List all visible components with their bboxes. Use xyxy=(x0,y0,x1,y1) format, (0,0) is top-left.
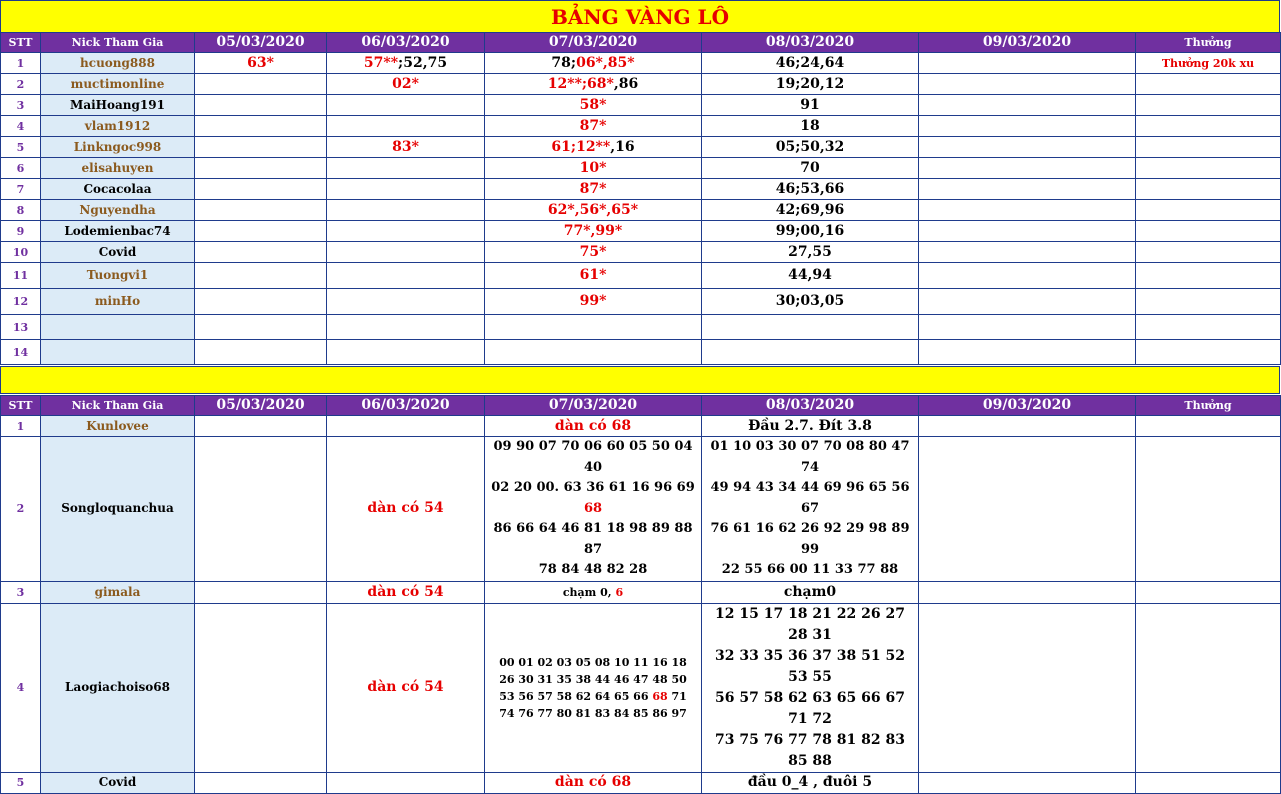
cell-09[interactable] xyxy=(919,242,1136,263)
header-date-05: 05/03/2020 xyxy=(195,33,327,53)
cell-09[interactable] xyxy=(919,221,1136,242)
number-line: 56 57 58 62 63 65 66 67 71 72 xyxy=(715,689,905,727)
cell-05[interactable] xyxy=(195,581,327,603)
table-row xyxy=(1,603,1281,772)
cell-05[interactable] xyxy=(195,772,327,793)
number-line: 32 33 35 36 37 38 51 52 53 55 xyxy=(715,647,905,685)
cell-06[interactable]: dàn có 54 xyxy=(327,603,485,772)
cell-08[interactable]: đầu 0_4 , đuôi 5 xyxy=(702,772,919,793)
reward-cell[interactable] xyxy=(1136,315,1281,340)
cell-reward[interactable] xyxy=(1136,581,1281,603)
header-date-07: 07/03/2020 xyxy=(485,33,702,53)
cell-09[interactable] xyxy=(919,200,1136,221)
row-number: 5 xyxy=(1,772,41,793)
cell-reward[interactable] xyxy=(1136,437,1281,582)
nick-cell[interactable]: hcuong888 xyxy=(41,53,195,74)
header-nick: Nick Tham Gia xyxy=(41,396,195,416)
number-set-table xyxy=(0,395,1281,794)
table-row xyxy=(1,95,1281,116)
cell-06[interactable] xyxy=(327,137,485,158)
star-number: 62*,56*,65* xyxy=(547,201,639,218)
star-number: 61;12** xyxy=(551,138,611,155)
header-date-06: 06/03/2020 xyxy=(327,33,485,53)
cell-09[interactable] xyxy=(919,53,1136,74)
header-stt: STT xyxy=(1,33,41,53)
cell-06[interactable] xyxy=(327,74,485,95)
nick-cell[interactable]: elisahuyen xyxy=(41,158,195,179)
cell-06[interactable] xyxy=(327,179,485,200)
star-number: 99* xyxy=(579,293,607,309)
separator-bar xyxy=(0,366,1280,394)
number-line: 49 94 43 34 44 69 96 65 56 67 xyxy=(710,480,910,516)
table-row xyxy=(1,242,1281,263)
table-row xyxy=(1,74,1281,95)
header-date-05: 05/03/2020 xyxy=(195,396,327,416)
cell-05[interactable] xyxy=(195,116,327,137)
cell-07[interactable] xyxy=(485,289,702,315)
gold-board-table xyxy=(0,32,1281,365)
cell-09[interactable] xyxy=(919,340,1136,365)
table-row xyxy=(1,437,1281,582)
cell-09[interactable] xyxy=(919,95,1136,116)
header-row xyxy=(1,396,1281,416)
nick-cell[interactable]: Cocacolaa xyxy=(41,179,195,200)
number-line: 76 61 16 62 26 92 29 98 89 99 xyxy=(710,521,910,557)
cell-06[interactable] xyxy=(327,200,485,221)
cell-09[interactable] xyxy=(919,263,1136,289)
cell-05[interactable] xyxy=(195,263,327,289)
cell-06[interactable] xyxy=(327,116,485,137)
header-date-08: 08/03/2020 xyxy=(702,396,919,416)
cell-07[interactable] xyxy=(485,95,702,116)
cell-07[interactable] xyxy=(485,437,702,582)
reward-cell[interactable] xyxy=(1136,242,1281,263)
header-reward: Thưởng xyxy=(1136,33,1281,53)
cell-07[interactable] xyxy=(485,263,702,289)
cell-07[interactable]: dàn có 68 xyxy=(485,416,702,437)
cell-08[interactable]: 27,55 xyxy=(702,242,919,263)
cell-05[interactable]: 63* xyxy=(195,53,327,74)
header-date-08: 08/03/2020 xyxy=(702,33,919,53)
cell-09[interactable] xyxy=(919,416,1136,437)
cell-08[interactable]: 44,94 xyxy=(702,263,919,289)
cell-08[interactable] xyxy=(702,603,919,772)
row-number: 3 xyxy=(1,581,41,603)
star-number: 06*,85* xyxy=(576,54,635,71)
star-number: 87* xyxy=(579,180,607,197)
reward-cell[interactable] xyxy=(1136,95,1281,116)
number-text: 71 xyxy=(667,689,687,703)
cell-08[interactable]: 70 xyxy=(702,158,919,179)
cell-06[interactable] xyxy=(327,221,485,242)
reward-cell[interactable] xyxy=(1136,289,1281,315)
row-number: 4 xyxy=(1,116,41,137)
highlight-number: 68 xyxy=(652,689,668,703)
cell-05[interactable] xyxy=(195,242,327,263)
header-date-06: 06/03/2020 xyxy=(327,396,485,416)
star-number: 87* xyxy=(579,117,607,134)
nick-cell[interactable]: gimala xyxy=(41,581,195,603)
cell-07[interactable] xyxy=(485,158,702,179)
row-number: 5 xyxy=(1,137,41,158)
number-line: 26 30 31 35 38 44 46 47 48 50 xyxy=(499,672,687,686)
table-row xyxy=(1,53,1281,74)
nick-cell[interactable]: Nguyendha xyxy=(41,200,195,221)
cell-09[interactable] xyxy=(919,116,1136,137)
cell-07[interactable] xyxy=(485,116,702,137)
number-line xyxy=(489,688,697,705)
row-number: 1 xyxy=(1,416,41,437)
cell-06[interactable]: dàn có 54 xyxy=(327,581,485,603)
cell-06[interactable] xyxy=(327,95,485,116)
cell-05[interactable] xyxy=(195,289,327,315)
cell-09[interactable] xyxy=(919,315,1136,340)
star-number: 77*,99* xyxy=(563,222,623,239)
cell-08[interactable] xyxy=(702,437,919,582)
cell-08[interactable]: 99;00,16 xyxy=(702,221,919,242)
cell-05[interactable] xyxy=(195,200,327,221)
cell-06[interactable] xyxy=(327,53,485,74)
nick-cell[interactable]: minHo xyxy=(41,289,195,315)
star-number: 10* xyxy=(579,159,607,176)
row-number: 8 xyxy=(1,200,41,221)
cell-07[interactable] xyxy=(485,74,702,95)
cell-05[interactable] xyxy=(195,315,327,340)
table-row xyxy=(1,772,1281,793)
cell-06[interactable] xyxy=(327,263,485,289)
cell-07[interactable] xyxy=(485,137,702,158)
reward-cell[interactable] xyxy=(1136,74,1281,95)
nick-cell[interactable]: Songloquanchua xyxy=(41,437,195,582)
cell-07[interactable] xyxy=(485,200,702,221)
cell-06[interactable]: dàn có 54 xyxy=(327,437,485,582)
row-number: 12 xyxy=(1,289,41,315)
cell-06[interactable] xyxy=(327,158,485,179)
header-reward: Thưởng xyxy=(1136,396,1281,416)
header-nick: Nick Tham Gia xyxy=(41,33,195,53)
cell-05[interactable] xyxy=(195,74,327,95)
number-text: ,86 xyxy=(613,75,639,92)
nick-cell[interactable] xyxy=(41,340,195,365)
nick-cell[interactable]: vlam1912 xyxy=(41,116,195,137)
cell-07[interactable] xyxy=(485,221,702,242)
star-number: 83* xyxy=(392,138,419,155)
table-row xyxy=(1,116,1281,137)
nick-cell[interactable]: Laogiachoiso68 xyxy=(41,603,195,772)
cell-09[interactable] xyxy=(919,179,1136,200)
cell-05[interactable] xyxy=(195,340,327,365)
nick-cell[interactable]: Kunlovee xyxy=(41,416,195,437)
number-text: 02 20 00. 63 36 61 16 96 69 xyxy=(491,480,695,495)
cell-06[interactable] xyxy=(327,416,485,437)
row-number: 11 xyxy=(1,263,41,289)
nick-cell[interactable]: Tuongvi1 xyxy=(41,263,195,289)
star-number: 58* xyxy=(579,96,607,113)
cell-08[interactable]: 19;20,12 xyxy=(702,74,919,95)
nick-cell[interactable]: Lodemienbac74 xyxy=(41,221,195,242)
nick-cell[interactable] xyxy=(41,315,195,340)
table-row xyxy=(1,289,1281,315)
cell-05[interactable] xyxy=(195,137,327,158)
table-row xyxy=(1,416,1281,437)
nick-cell[interactable]: muctimonline xyxy=(41,74,195,95)
cell-08[interactable]: Đầu 2.7. Đít 3.8 xyxy=(702,416,919,437)
number-text: 78; xyxy=(551,54,577,71)
cell-05[interactable] xyxy=(195,95,327,116)
row-number: 2 xyxy=(1,74,41,95)
star-number: 57** xyxy=(363,54,399,71)
cell-08[interactable]: chạm0 xyxy=(702,581,919,603)
table-row xyxy=(1,137,1281,158)
number-line: 12 15 17 18 21 22 26 27 28 31 xyxy=(715,605,905,643)
nick-cell[interactable]: Linkngoc998 xyxy=(41,137,195,158)
cell-07[interactable] xyxy=(485,603,702,772)
table1-body xyxy=(1,53,1281,365)
cell-06[interactable] xyxy=(327,340,485,365)
header-date-09: 09/03/2020 xyxy=(919,33,1136,53)
table-row xyxy=(1,263,1281,289)
cell-09[interactable] xyxy=(919,289,1136,315)
number-line xyxy=(489,478,697,519)
cell-08[interactable]: 18 xyxy=(702,116,919,137)
row-number: 2 xyxy=(1,437,41,582)
star-number: 75* xyxy=(579,243,607,260)
cell-07[interactable]: dàn có 68 xyxy=(485,772,702,793)
cell-07[interactable] xyxy=(485,315,702,340)
cell-07[interactable] xyxy=(485,179,702,200)
star-number: 02* xyxy=(392,75,419,92)
cell-05[interactable] xyxy=(195,158,327,179)
header-stt: STT xyxy=(1,396,41,416)
cell-08[interactable]: 91 xyxy=(702,95,919,116)
row-number: 3 xyxy=(1,95,41,116)
nick-cell[interactable]: MaiHoang191 xyxy=(41,95,195,116)
cell-09[interactable] xyxy=(919,137,1136,158)
number-line: 73 75 76 77 78 81 82 83 85 88 xyxy=(715,731,905,769)
cell-08[interactable]: 05;50,32 xyxy=(702,137,919,158)
star-number: 61* xyxy=(579,267,607,283)
table-row xyxy=(1,340,1281,365)
table-row xyxy=(1,179,1281,200)
highlight-number: 68 xyxy=(583,500,603,516)
cell-06[interactable] xyxy=(327,242,485,263)
header-row xyxy=(1,33,1281,53)
table-row xyxy=(1,581,1281,603)
number-line: 78 84 48 82 28 xyxy=(538,562,648,577)
number-line: 00 01 02 03 05 08 10 11 16 18 xyxy=(499,655,687,669)
cell-05[interactable] xyxy=(195,437,327,582)
header-date-07: 07/03/2020 xyxy=(485,396,702,416)
number-line: 09 90 07 70 06 60 05 50 04 40 xyxy=(493,439,693,475)
number-text: chạm 0, xyxy=(562,585,616,599)
reward-cell[interactable] xyxy=(1136,263,1281,289)
row-number: 7 xyxy=(1,179,41,200)
reward-cell[interactable] xyxy=(1136,340,1281,365)
number-line: 74 76 77 80 81 83 84 85 86 97 xyxy=(499,706,687,720)
cell-reward[interactable] xyxy=(1136,603,1281,772)
table-row xyxy=(1,200,1281,221)
number-line: 86 66 64 46 81 18 98 89 88 87 xyxy=(493,521,693,557)
cell-05[interactable] xyxy=(195,416,327,437)
cell-05[interactable] xyxy=(195,179,327,200)
number-text: 53 56 57 58 62 64 65 66 xyxy=(499,689,653,703)
table-row xyxy=(1,221,1281,242)
cell-reward[interactable] xyxy=(1136,416,1281,437)
cell-07[interactable] xyxy=(485,242,702,263)
cell-08[interactable] xyxy=(702,340,919,365)
row-number: 4 xyxy=(1,603,41,772)
row-number: 10 xyxy=(1,242,41,263)
table-row xyxy=(1,315,1281,340)
cell-06[interactable] xyxy=(327,315,485,340)
cell-07[interactable] xyxy=(485,581,702,603)
cell-09[interactable] xyxy=(919,772,1136,793)
cell-07[interactable] xyxy=(485,340,702,365)
reward-cell[interactable] xyxy=(1136,179,1281,200)
cell-09[interactable] xyxy=(919,74,1136,95)
cell-09[interactable] xyxy=(919,581,1136,603)
cell-08[interactable]: 46;24,64 xyxy=(702,53,919,74)
cell-reward[interactable] xyxy=(1136,772,1281,793)
cell-09[interactable] xyxy=(919,437,1136,582)
cell-08[interactable]: 46;53,66 xyxy=(702,179,919,200)
row-number: 1 xyxy=(1,53,41,74)
reward-cell[interactable] xyxy=(1136,158,1281,179)
header-date-09: 09/03/2020 xyxy=(919,396,1136,416)
reward-cell[interactable]: Thưởng 20k xu xyxy=(1136,53,1281,74)
number-text: ,16 xyxy=(610,138,635,155)
reward-cell[interactable] xyxy=(1136,137,1281,158)
cell-07[interactable] xyxy=(485,53,702,74)
cell-09[interactable] xyxy=(919,603,1136,772)
number-line: 01 10 03 30 07 70 08 80 47 74 xyxy=(710,439,910,475)
reward-cell[interactable] xyxy=(1136,221,1281,242)
row-number: 6 xyxy=(1,158,41,179)
table-row xyxy=(1,158,1281,179)
reward-cell[interactable] xyxy=(1136,116,1281,137)
number-line: 22 55 66 00 11 33 77 88 xyxy=(721,562,899,577)
cell-06[interactable] xyxy=(327,289,485,315)
star-number: 12**;68* xyxy=(547,75,614,92)
cell-05[interactable] xyxy=(195,221,327,242)
row-number: 14 xyxy=(1,340,41,365)
nick-cell[interactable]: Covid xyxy=(41,772,195,793)
nick-cell[interactable]: Covid xyxy=(41,242,195,263)
cell-08[interactable] xyxy=(702,315,919,340)
row-number: 13 xyxy=(1,315,41,340)
cell-05[interactable] xyxy=(195,603,327,772)
sheet-title: BẢNG VÀNG LÔ xyxy=(0,0,1280,33)
cell-09[interactable] xyxy=(919,158,1136,179)
highlight-number: 6 xyxy=(615,585,624,599)
cell-08[interactable]: 42;69,96 xyxy=(702,200,919,221)
reward-cell[interactable] xyxy=(1136,200,1281,221)
number-text: ;52,75 xyxy=(398,54,448,71)
cell-06[interactable] xyxy=(327,772,485,793)
row-number: 9 xyxy=(1,221,41,242)
cell-08[interactable]: 30;03,05 xyxy=(702,289,919,315)
